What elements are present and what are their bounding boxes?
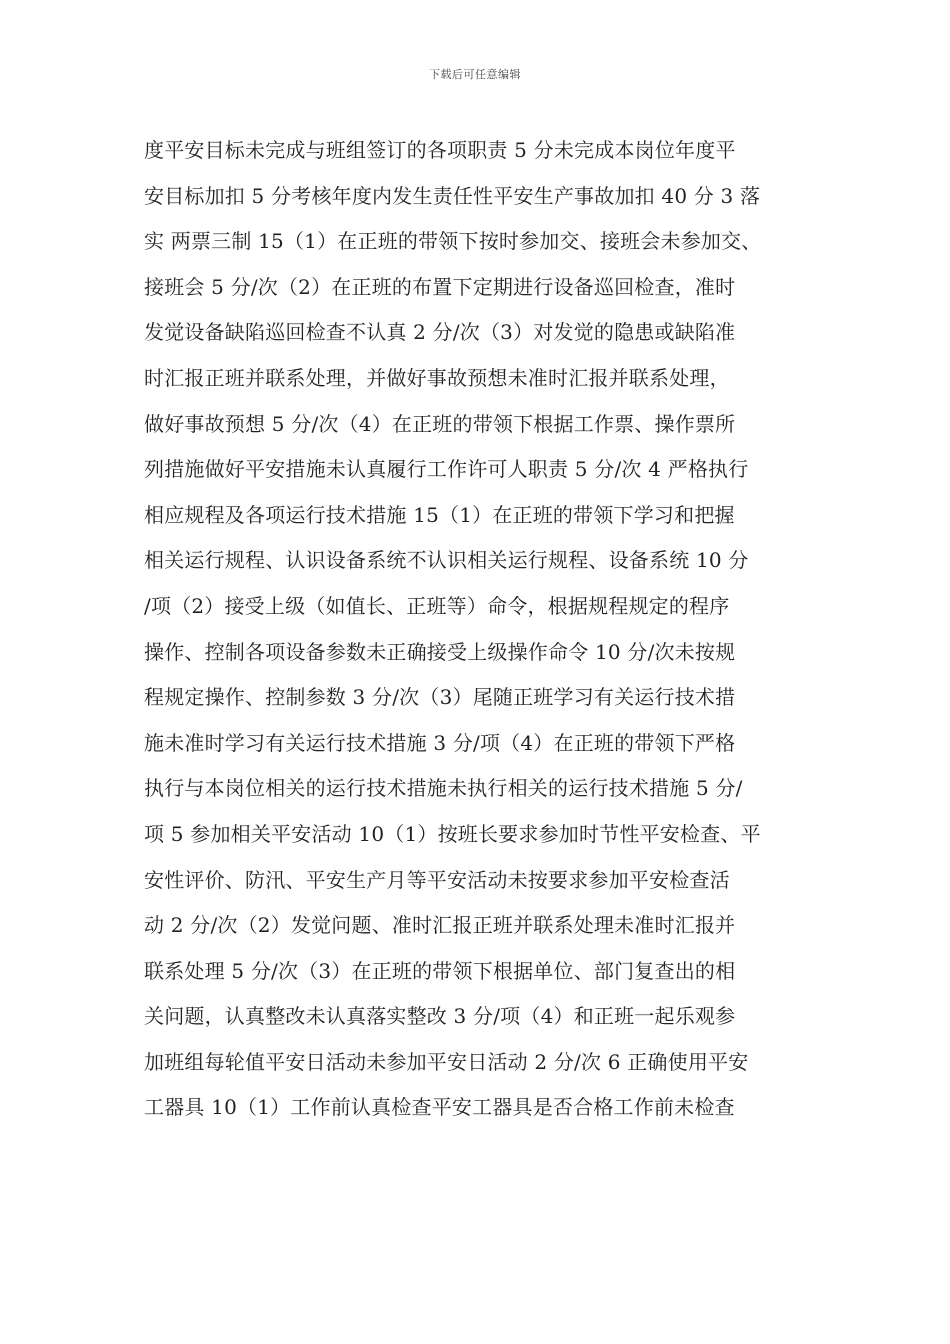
text-line: 安性评价、防汛、平安生产月等平安活动未按要求参加平安检查活 bbox=[144, 867, 730, 892]
text-line: 施未准时学习有关运行技术措施 3 分/项（4）在正班的带领下严格 bbox=[144, 730, 736, 755]
text-line: 相应规程及各项运行技术措施 15（1）在正班的带领下学习和把握 bbox=[144, 502, 735, 527]
text-line: 关问题，认真整改未认真落实整改 3 分/项（4）和正班一起乐观参 bbox=[144, 1004, 736, 1029]
text-line: 做好事故预想 5 分/次（4）在正班的带领下根据工作票、操作票所 bbox=[144, 411, 736, 436]
text-line: /项（2）接受上级（如值长、正班等）命令，根据规程规定的程序 bbox=[144, 593, 730, 618]
text-line: 接班会 5 分/次（2）在正班的布置下定期进行设备巡回检查，准时 bbox=[144, 274, 736, 299]
text-line: 操作、控制各项设备参数未正确接受上级操作命令 10 分/次未按规 bbox=[144, 639, 736, 664]
text-line: 工器具 10（1）工作前认真检查平安工器具是否合格工作前未检查 bbox=[144, 1095, 735, 1120]
text-line: 相关运行规程、认识设备系统不认识相关运行规程、设备系统 10 分 bbox=[144, 548, 749, 573]
text-line: 动 2 分/次（2）发觉问题、准时汇报正班并联系处理未准时汇报并 bbox=[144, 913, 736, 938]
text-line: 项 5 参加相关平安活动 10（1）按班长要求参加时节性平安检查、平 bbox=[144, 821, 761, 846]
text-line: 列措施做好平安措施未认真履行工作许可人职责 5 分/次 4 严格执行 bbox=[144, 457, 749, 482]
text-line: 联系处理 5 分/次（3）在正班的带领下根据单位、部门复查出的相 bbox=[144, 958, 736, 983]
text-line: 程规定操作、控制参数 3 分/次（3）尾随正班学习有关运行技术措 bbox=[144, 685, 736, 710]
text-line: 实 两票三制 15（1）在正班的带领下按时参加交、接班会未参加交、 bbox=[144, 229, 762, 254]
text-line: 安目标加扣 5 分考核年度内发生责任性平安生产事故加扣 40 分 3 落 bbox=[144, 183, 761, 208]
text-line: 度平安目标未完成与班组签订的各项职责 5 分未完成本岗位年度平 bbox=[144, 138, 736, 162]
text-line: 发觉设备缺陷巡回检查不认真 2 分/次（3）对发觉的隐患或缺陷准 bbox=[144, 320, 736, 345]
text-line: 加班组每轮值平安日活动未参加平安日活动 2 分/次 6 正确使用平安 bbox=[144, 1049, 749, 1074]
text-line: 时汇报正班并联系处理，并做好事故预想未准时汇报并联系处理， bbox=[144, 365, 730, 390]
text-line: 执行与本岗位相关的运行技术措施未执行相关的运行技术措施 5 分/ bbox=[144, 776, 743, 801]
document-body bbox=[144, 128, 824, 1131]
page-header: 下载后可任意编辑 bbox=[429, 68, 521, 81]
